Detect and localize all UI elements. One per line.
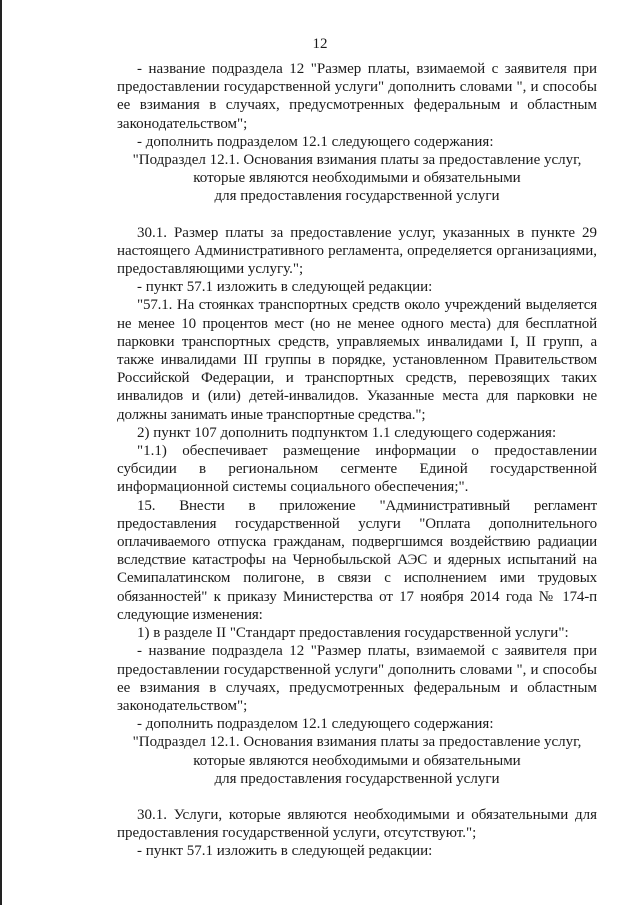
subsection-heading-line: "Подраздел 12.1. Основания взимания платы за предоставление услуг, (132, 152, 582, 169)
spacer (117, 206, 597, 224)
paragraph: 15. Внести в приложение "Административный регламент предоставления государственной услуги "Оплата дополнительного оплачиваемого отпуска гражданам, подвергшимся воздействию радиации вследствие катастрофы на Чернобыльской АЭС и ядерных испытаний на Семипалатинском полигоне, в связи с исполнением ими трудовых обязанностей" к приказу Министерства от 17 ноября 2014 года № 174-п следующие изменения: (117, 497, 597, 623)
paragraph: "1.1) обеспечивает размещение информации о предоставлении субсидии в региональном сегменте Единой государственной информационной системы социального обеспечения;". (117, 443, 597, 496)
subsection-heading-line: для предоставления государственной услуги (214, 188, 500, 205)
subsection-heading-line: "Подраздел 12.1. Основания взимания платы за предоставление услуг, (132, 734, 582, 751)
page-number: 12 (312, 36, 328, 52)
subsection-heading-line: которые являются необходимыми и обязательными (193, 170, 521, 187)
subsection-heading-line: которые являются необходимыми и обязательными (193, 752, 521, 769)
scan-edge-line (0, 0, 2, 905)
paragraph: "57.1. На стоянках транспортных средств около учреждений выделяется не менее 10 процентов мест (но не менее одного места) для бесплатной парковки транспортных средств, управляемых инвалидами I, II групп, а также инвалидами III группы в порядке, установленном Правительством Российской Федерации, и транспортных средств, перевозящих таких инвалидов и (или) детей-инвалидов. Указанные места для парковки не должны занимать иные транспортные средства."; (117, 297, 597, 423)
paragraph: - дополнить подразделом 12.1 следующего содержания: (137, 716, 494, 733)
subsection-heading-line: для предоставления государственной услуги (214, 770, 500, 787)
paragraph: - пункт 57.1 изложить в следующей редакции: (137, 843, 433, 860)
paragraph: 1) в разделе II "Стандарт предоставления государственной услуги": (137, 625, 569, 642)
paragraph: - пункт 57.1 изложить в следующей редакции: (137, 279, 433, 296)
spacer (117, 788, 597, 806)
paragraph: 2) пункт 107 дополнить подпунктом 1.1 следующего содержания: (137, 424, 557, 441)
document-body (117, 60, 597, 861)
paragraph: 30.1. Размер платы за предоставление услуг, указанных в пункте 29 настоящего Административного регламента, определяется организациями, предоставляющими услугу."; (117, 224, 597, 278)
paragraph: - дополнить подразделом 12.1 следующего содержания: (137, 133, 494, 150)
paragraph: - название подраздела 12 "Размер платы, взимаемой с заявителя при предоставлении государственной услуги" дополнить словами ", и способы ее взимания в случаях, предусмотренных федеральным и областным законодательством"; (117, 61, 597, 132)
paragraph: - название подраздела 12 "Размер платы, взимаемой с заявителя при предоставлении государственной услуги" дополнить словами ", и способы ее взимания в случаях, предусмотренных федеральным и областным законодательством"; (117, 643, 597, 714)
paragraph: 30.1. Услуги, которые являются необходимыми и обязательными для предоставления государственной услуги, отсутствуют."; (117, 806, 597, 842)
